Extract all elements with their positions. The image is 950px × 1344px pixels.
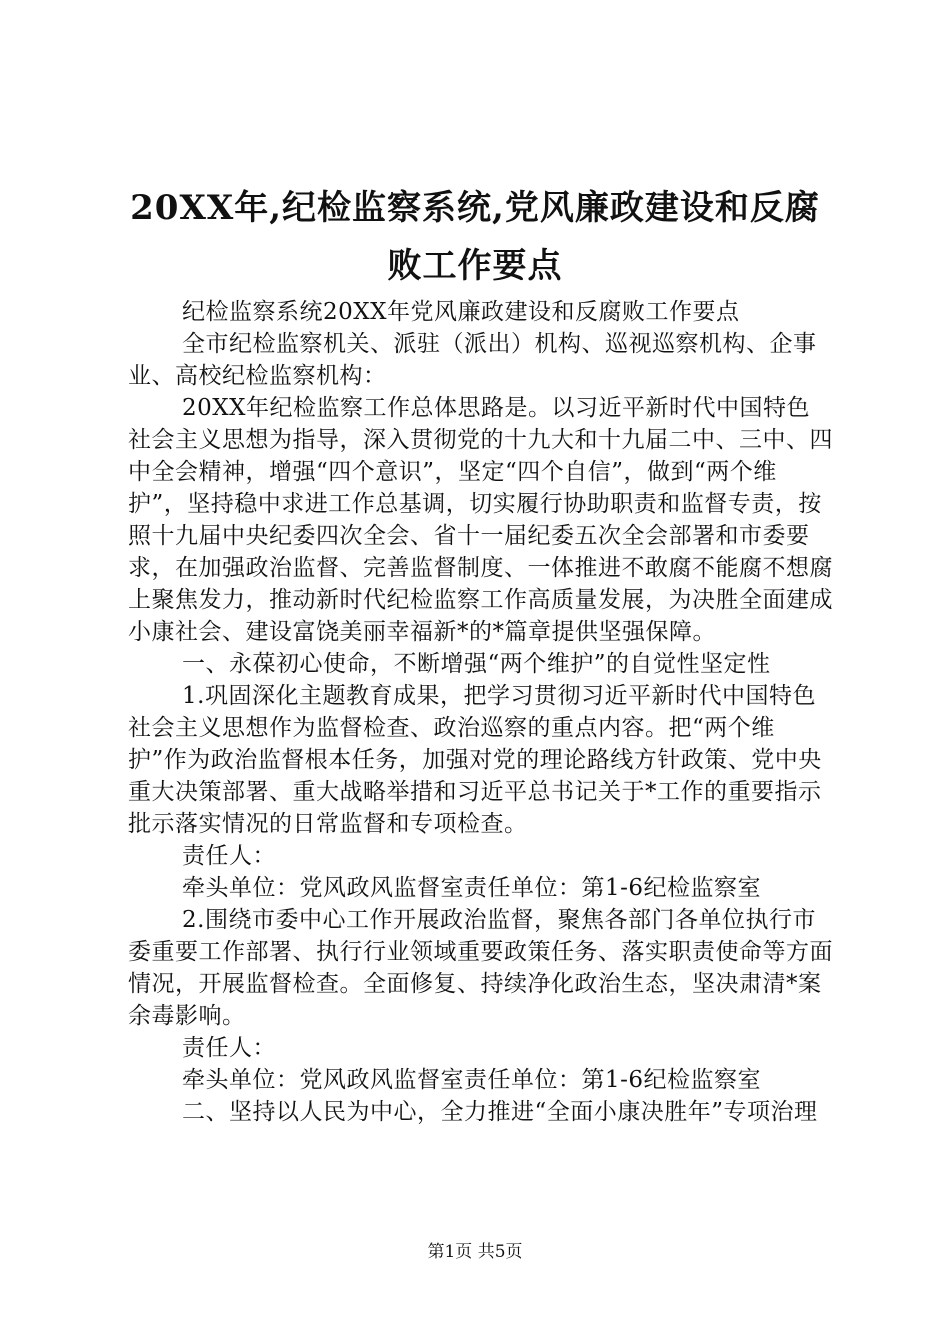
- document-title-line-2: 败工作要点: [387, 246, 563, 286]
- subtitle-paragraph: 纪检监察系统20XX年党风廉政建设和反腐败工作要点: [182, 299, 740, 325]
- document-body: [128, 296, 833, 1128]
- page-number-footer: 第1页 共5页: [427, 1242, 523, 1262]
- section-heading-2: 二、坚持以人民为中心，全力推进“全面小康决胜年”专项治理: [182, 1099, 818, 1125]
- section-heading-1: 一、永葆初心使命，不断增强“两个维护”的自觉性坚定性: [182, 651, 771, 677]
- overview-paragraph: 20XX年纪检监察工作总体思路是。以习近平新时代中国特色社会主义思想为指导，深入贯彻党的十九大和十九届二中、三中、四中全会精神，增强“四个意识”，坚定“四个自信”，做到“两个维护”，坚持稳中求进工作总基调，切实履行协助职责和监督专责，按照十九届中央纪委四次全会、省十一届纪委五次全会部署和市委要求，在加强政治监督、完善监督制度、一体推进不敢腐不能腐不想腐上聚焦发力，推动新时代纪检监察工作高质量发展，为决胜全面建成小康社会、建设富饶美丽幸福新*的*篇章提供坚强保障。: [128, 395, 833, 645]
- responsible-person-label: 责任人：: [182, 843, 276, 869]
- item-paragraph-1: 1.巩固深化主题教育成果，把学习贯彻习近平新时代中国特色社会主义思想作为监督检查、政治巡察的重点内容。把“两个维护”作为政治监督根本任务，加强对党的理论路线方针政策、党中央重大决策部署、重大战略举措和习近平总书记关于*工作的重要指示批示落实情况的日常监督和专项检查。: [128, 683, 822, 837]
- item-paragraph-2: 2.围绕市委中心工作开展政治监督，聚焦各部门各单位执行市委重要工作部署、执行行业领域重要政策任务、落实职责使命等方面情况，开展监督检查。全面修复、持续净化政治生态，坚决肃清*案余毒影响。: [128, 907, 833, 1029]
- document-title-line-1: 20XX年,纪检监察系统,党风廉政建设和反腐: [130, 188, 820, 228]
- addressee-paragraph: 全市纪检监察机关、派驻（派出）机构、巡视巡察机构、企事业、高校纪检监察机构：: [128, 331, 817, 389]
- responsible-units: 牵头单位：党风政风监督室责任单位：第1-6纪检监察室: [182, 875, 762, 901]
- responsible-units: 牵头单位：党风政风监督室责任单位：第1-6纪检监察室: [182, 1067, 762, 1093]
- responsible-person-label: 责任人：: [182, 1035, 276, 1061]
